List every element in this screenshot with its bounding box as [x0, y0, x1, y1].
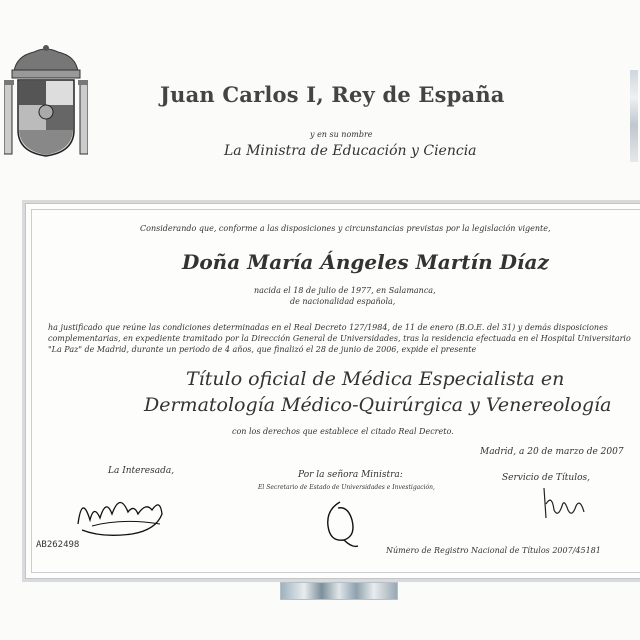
- degree-title-line1: Título oficial de Médica Especialista en: [186, 368, 565, 390]
- interested-signature: [72, 484, 172, 540]
- king-title: Juan Carlos I, Rey de España: [160, 82, 505, 107]
- minister-title: La Ministra de Educación y Ciencia: [224, 143, 477, 159]
- justification-text: ha justificado que reúne las condiciones determinadas en el Real Decreto 127/1984, de 11 de enero (B.O.E. del 31) y demás disposiciones complementarias, en expediente tramitado por la Dirección General de Universidades, tras la residencia efectuada en el Hospital Universitario "La Paz" de Madrid, durante un periodo de 4 años, que finalizó el 28 de junio de 2006, expide el presente: [48, 323, 631, 354]
- hologram-seal: [280, 582, 398, 600]
- service-signature: [538, 484, 588, 524]
- place-date: Madrid, a 20 de marzo de 2007: [480, 447, 624, 457]
- nationality-text: de nacionalidad española,: [290, 297, 396, 306]
- recipient-name: Doña María Ángeles Martín Díaz: [182, 250, 549, 274]
- hologram-strip: [630, 70, 638, 162]
- service-label: Servicio de Títulos,: [502, 473, 590, 483]
- document-code: AB262498: [36, 540, 80, 550]
- coat-of-arms-icon: [4, 44, 88, 160]
- in-name-label: y en su nombre: [310, 130, 373, 139]
- interested-label: La Interesada,: [108, 466, 175, 476]
- considering-text: Considerando que, conforme a las disposiciones y circunstancias previstas por la legislación vigente,: [140, 224, 551, 233]
- birth-text: nacida el 18 de julio de 1977, en Salamanca,: [254, 286, 436, 295]
- degree-title-line2: Dermatología Médico-Quirúrgica y Venereología: [144, 394, 612, 416]
- rights-text: con los derechos que establece el citado Real Decreto.: [232, 427, 454, 436]
- minister-label: Por la señora Ministra:: [298, 470, 403, 480]
- secretary-label: El Secretario de Estado de Universidades e Investigación,: [258, 484, 435, 491]
- minister-signature: [318, 496, 362, 550]
- registry-number: Número de Registro Nacional de Títulos 2007/45181: [386, 546, 601, 555]
